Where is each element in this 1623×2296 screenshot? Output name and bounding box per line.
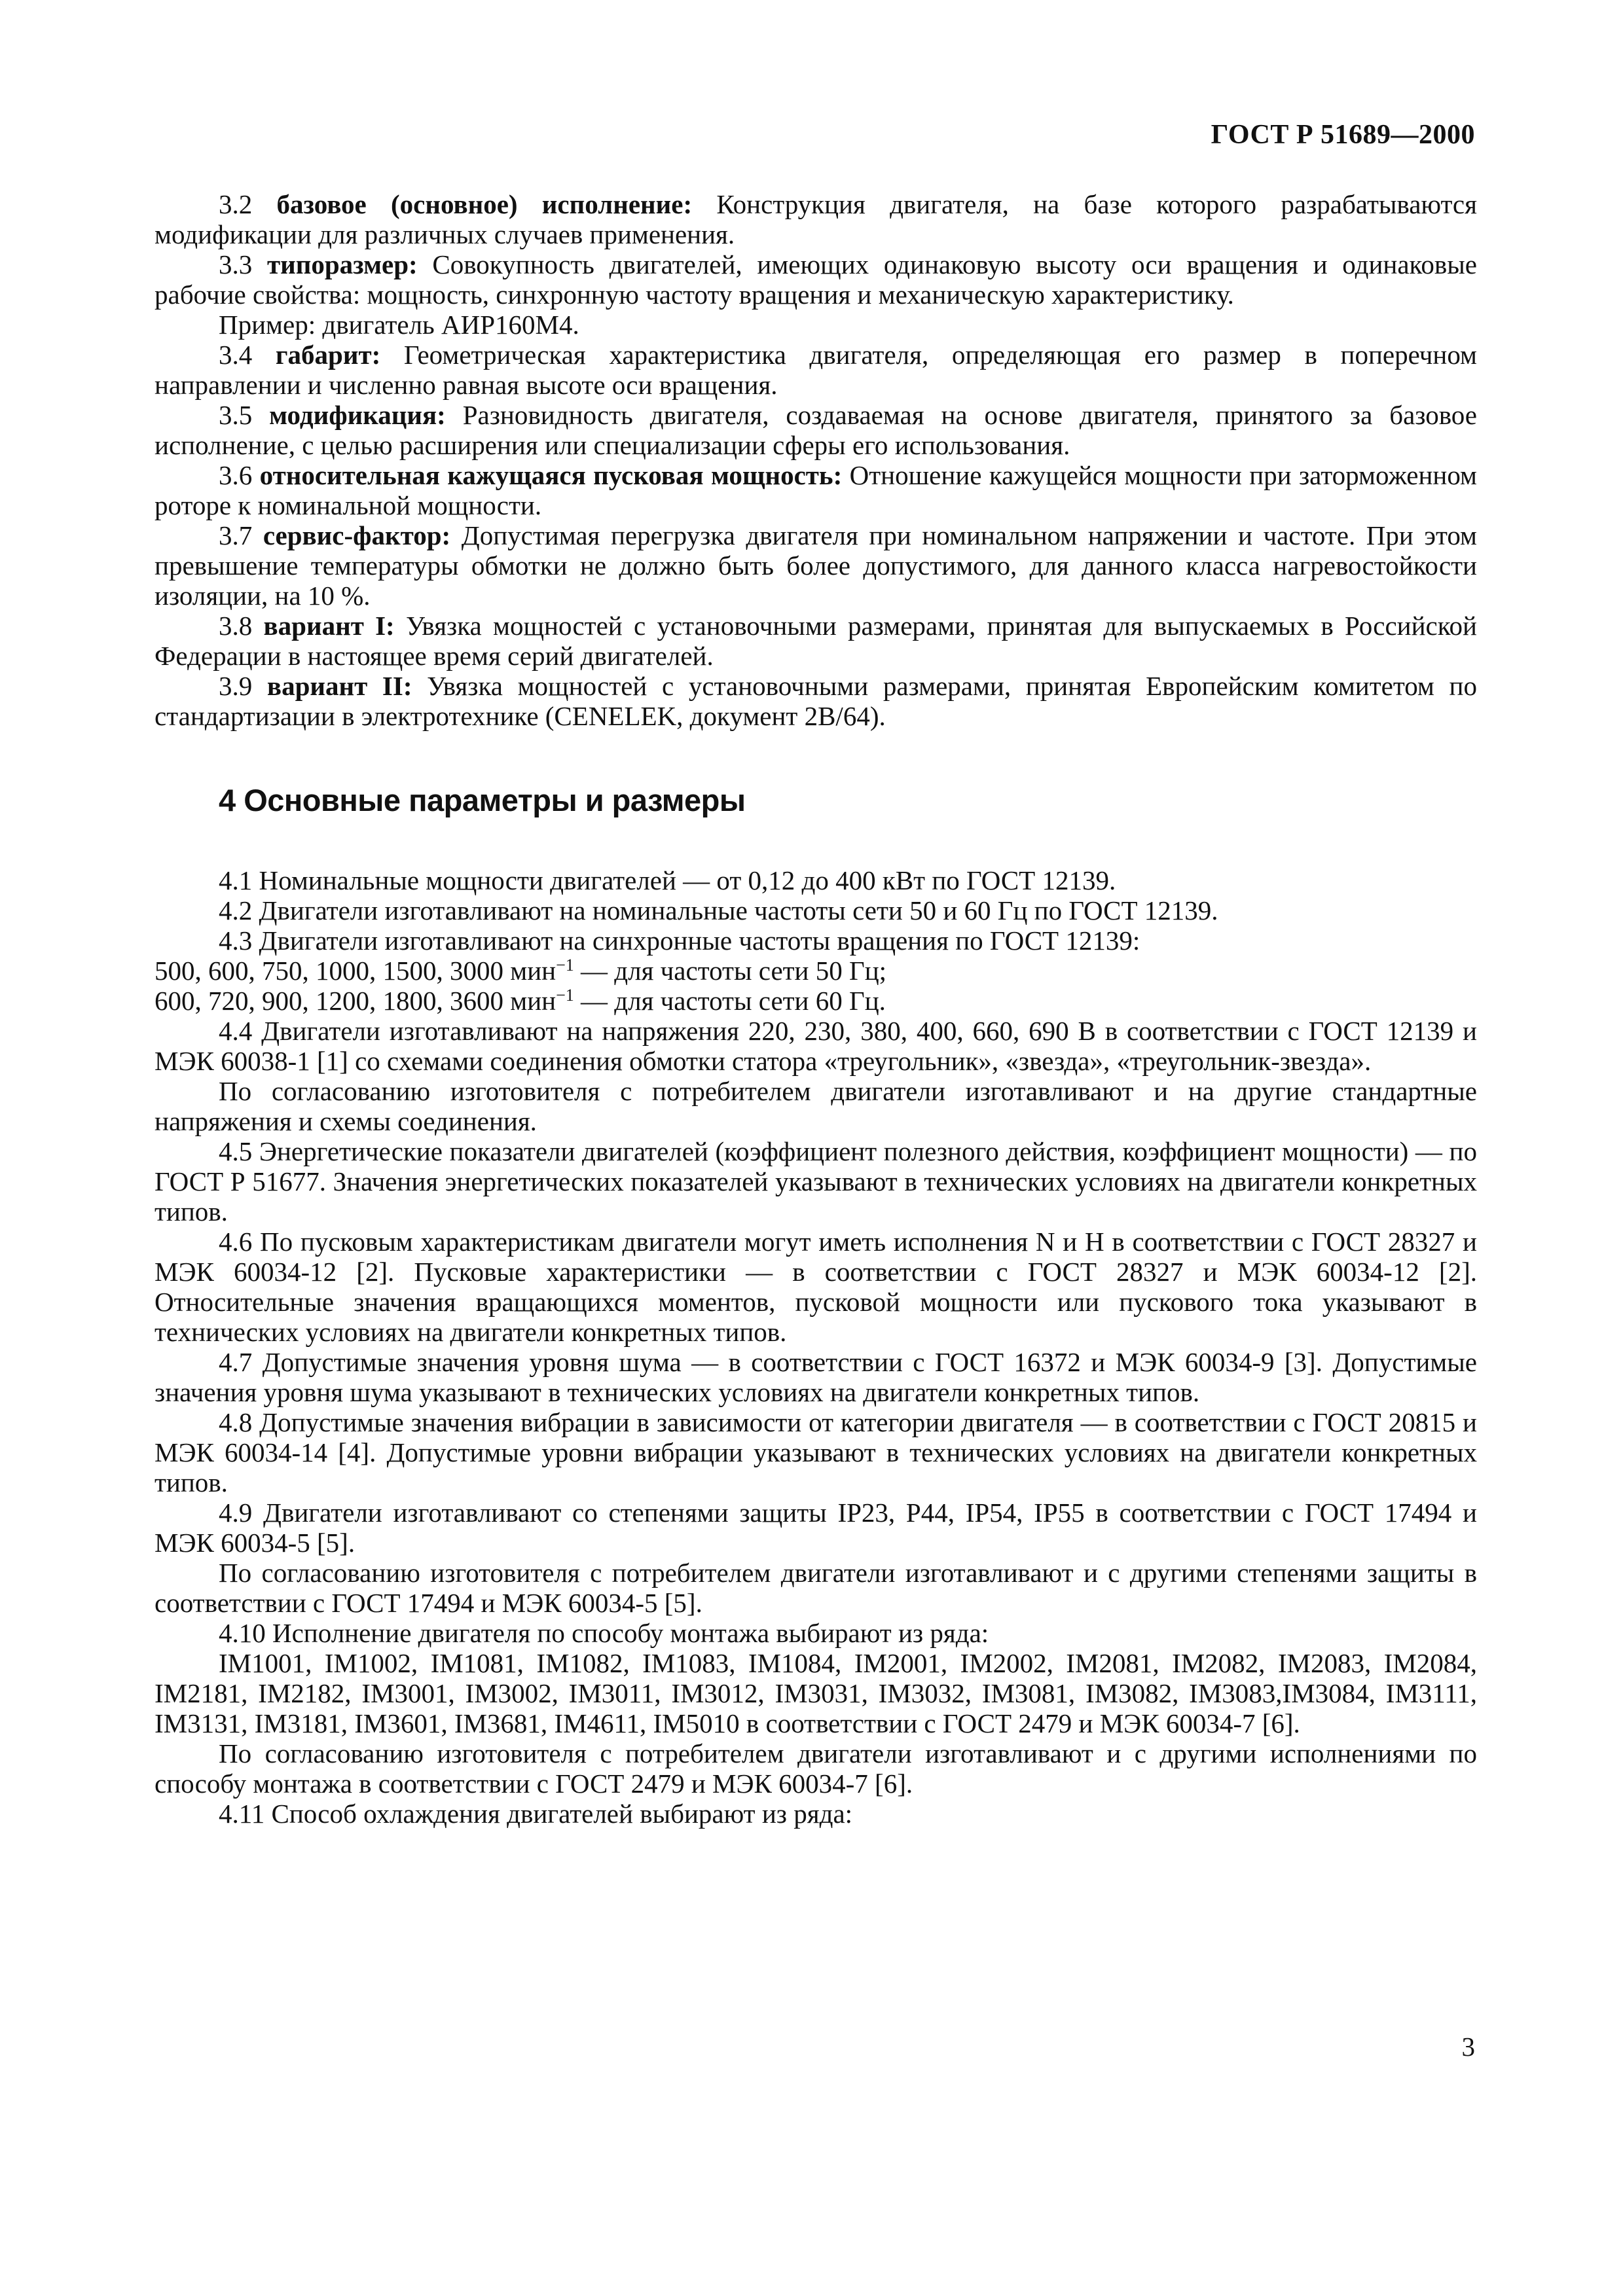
speed-list-60hz [155, 986, 1477, 1016]
speed-note: — для частоты сети 50 Гц; [574, 956, 887, 986]
definition-3-6 [155, 460, 1477, 520]
term: относительная кажущаяся пусковая мощность: [259, 460, 843, 490]
term: сервис-фактор: [263, 520, 451, 550]
definition-3-8 [155, 611, 1477, 671]
clause-4-6: 4.6 По пусковым характеристикам двигатели могут иметь исполнения N и H в соответствии с ГОСТ 28327 и МЭК 60034-12 [2]. Пусковые характеристики — в соответствии с ГОСТ 28327 и МЭК 60034-12 [2]. Относительные значения вращающихся моментов, пусковой мощности или пускового тока указывают в технических условиях на двигатели конкретных типов. [155, 1227, 1477, 1347]
speed-values: 500, 600, 750, 1000, 1500, 3000 мин [155, 956, 556, 986]
clause-4-2: 4.2 Двигатели изготавливают на номинальные частоты сети 50 и 60 Гц по ГОСТ 12139. [219, 895, 1218, 925]
term: модификация: [269, 400, 446, 430]
term: типоразмер: [266, 249, 418, 279]
clause-number: 3.2 [219, 189, 253, 219]
clause-number: 3.3 [219, 249, 253, 279]
example-line: Пример: двигатель АИР160М4. [219, 310, 579, 340]
clause-number: 3.6 [219, 460, 253, 490]
exponent: −1 [556, 986, 574, 1005]
term: вариант I: [263, 611, 395, 641]
clause-4-3: 4.3 Двигатели изготавливают на синхронные частоты вращения по ГОСТ 12139: [219, 925, 1140, 956]
clause-number: 3.5 [219, 400, 253, 430]
page-number: 3 [1461, 2032, 1475, 2062]
section-heading: 4 Основные параметры и размеры [219, 783, 746, 817]
definition-text: Увязка мощностей с установочными размерами, принятая Европейским комитетом по стандартизации в электротехнике (CENELEK, документ 2B/64). [155, 671, 1477, 731]
term: габарит: [275, 340, 381, 370]
clause-number: 3.7 [219, 520, 253, 550]
definition-text: Отношение кажущейся мощности при заторможенном роторе к номинальной мощности. [155, 460, 1478, 520]
definition-text: Конструкция двигателя, на базе которого разрабатываются модификации для различных случаев применения. [155, 189, 1477, 249]
clause-4-11: 4.11 Способ охлаждения двигателей выбирают из ряда: [219, 1799, 853, 1829]
definition-text: Увязка мощностей с установочными размерами, принятая для выпускаемых в Российской Федерации в настоящее время серий двигателей. [155, 611, 1478, 671]
document-code-header: ГОСТ Р 51689—2000 [1211, 120, 1475, 150]
mounting-list: IM1001, IM1002, IM1081, IM1082, IM1083, IM1084, IM2001, IM2002, IM2081, IM2082, IM2083, IM2084, IM2181, IM2182, IM3001, IM3002, IM3011, IM3012, IM3031, IM3032, IM3081, IM3082, IM3083,IM3084, IM3111, IM3131, IM3181, IM3601, IM3681, IM4611, IM5010 в соответствии с ГОСТ 2479 и МЭК 60034-7 [6]. [155, 1648, 1477, 1738]
clause-4-9-note: По согласованию изготовителя с потребителем двигатели изготавливают и с другими степенями защиты в соответствии с ГОСТ 17494 и МЭК 60034-5 [5]. [155, 1558, 1477, 1618]
definition-text: Геометрическая характеристика двигателя, определяющая его размер в поперечном направлении и численно равная высоте оси вращения. [155, 340, 1478, 400]
definition-text: Разновидность двигателя, создаваемая на основе двигателя, принятого за базовое исполнение, с целью расширения или специализации сферы его использования. [155, 400, 1477, 460]
clause-4-1: 4.1 Номинальные мощности двигателей — от 0,12 до 400 кВт по ГОСТ 12139. [219, 865, 1116, 895]
definition-text: Допустимая перегрузка двигателя при номинальном напряжении и частоте. При этом превышение температуры обмотки не должно быть более допустимого, для данного класса нагревостойкости изоляции, на 10 %. [155, 520, 1477, 611]
term: вариант II: [266, 671, 412, 701]
clause-4-5: 4.5 Энергетические показатели двигателей (коэффициент полезного действия, коэффициент мощности) — по ГОСТ Р 51677. Значения энергетических показателей указывают в технических условиях на двигатели конкретных типов. [155, 1136, 1477, 1227]
definition-3-9 [155, 671, 1477, 731]
clause-number: 3.9 [219, 671, 253, 701]
clause-number: 3.4 [219, 340, 253, 370]
clause-4-9: 4.9 Двигатели изготавливают со степенями защиты IP23, P44, IP54, IP55 в соответствии с ГОСТ 17494 и МЭК 60034-5 [5]. [155, 1498, 1477, 1558]
speed-note: — для частоты сети 60 Гц. [574, 986, 886, 1016]
term: базовое (основное) исполнение: [276, 189, 693, 219]
exponent: −1 [556, 956, 574, 975]
speed-values: 600, 720, 900, 1200, 1800, 3600 мин [155, 986, 556, 1016]
definition-3-2 [155, 189, 1477, 249]
clause-4-4: 4.4 Двигатели изготавливают на напряжения 220, 230, 380, 400, 660, 690 В в соответствии с ГОСТ 12139 и МЭК 60038-1 [1] со схемами соединения обмотки статора «треугольник», «звезда», «треугольник-звезда». [155, 1016, 1477, 1076]
clause-4-10: 4.10 Исполнение двигателя по способу монтажа выбирают из ряда: [219, 1618, 989, 1648]
clause-number: 3.8 [219, 611, 253, 641]
speed-list-50hz [155, 956, 1477, 986]
definition-3-7 [155, 520, 1477, 611]
definition-3-5 [155, 400, 1477, 460]
clause-4-10-note: По согласованию изготовителя с потребителем двигатели изготавливают и с другими исполнениями по способу монтажа в соответствии с ГОСТ 2479 и МЭК 60034-7 [6]. [155, 1738, 1477, 1799]
definition-3-3 [155, 249, 1477, 310]
definition-text: Совокупность двигателей, имеющих одинаковую высоту оси вращения и одинаковые рабочие свойства: мощность, синхронную частоту вращения и механическую характеристику. [155, 249, 1478, 310]
clause-4-4-note: По согласованию изготовителя с потребителем двигатели изготавливают и на другие стандартные напряжения и схемы соединения. [155, 1076, 1477, 1136]
clause-4-8: 4.8 Допустимые значения вибрации в зависимости от категории двигателя — в соответствии с ГОСТ 20815 и МЭК 60034-14 [4]. Допустимые уровни вибрации указывают в технических условиях на двигатели конкретных типов. [155, 1407, 1477, 1498]
clause-4-7: 4.7 Допустимые значения уровня шума — в соответствии с ГОСТ 16372 и МЭК 60034-9 [3]. Допустимые значения уровня шума указывают в технических условиях на двигатели конкретных типов. [155, 1347, 1477, 1407]
definition-3-4 [155, 340, 1477, 400]
page-body [155, 189, 1477, 1829]
